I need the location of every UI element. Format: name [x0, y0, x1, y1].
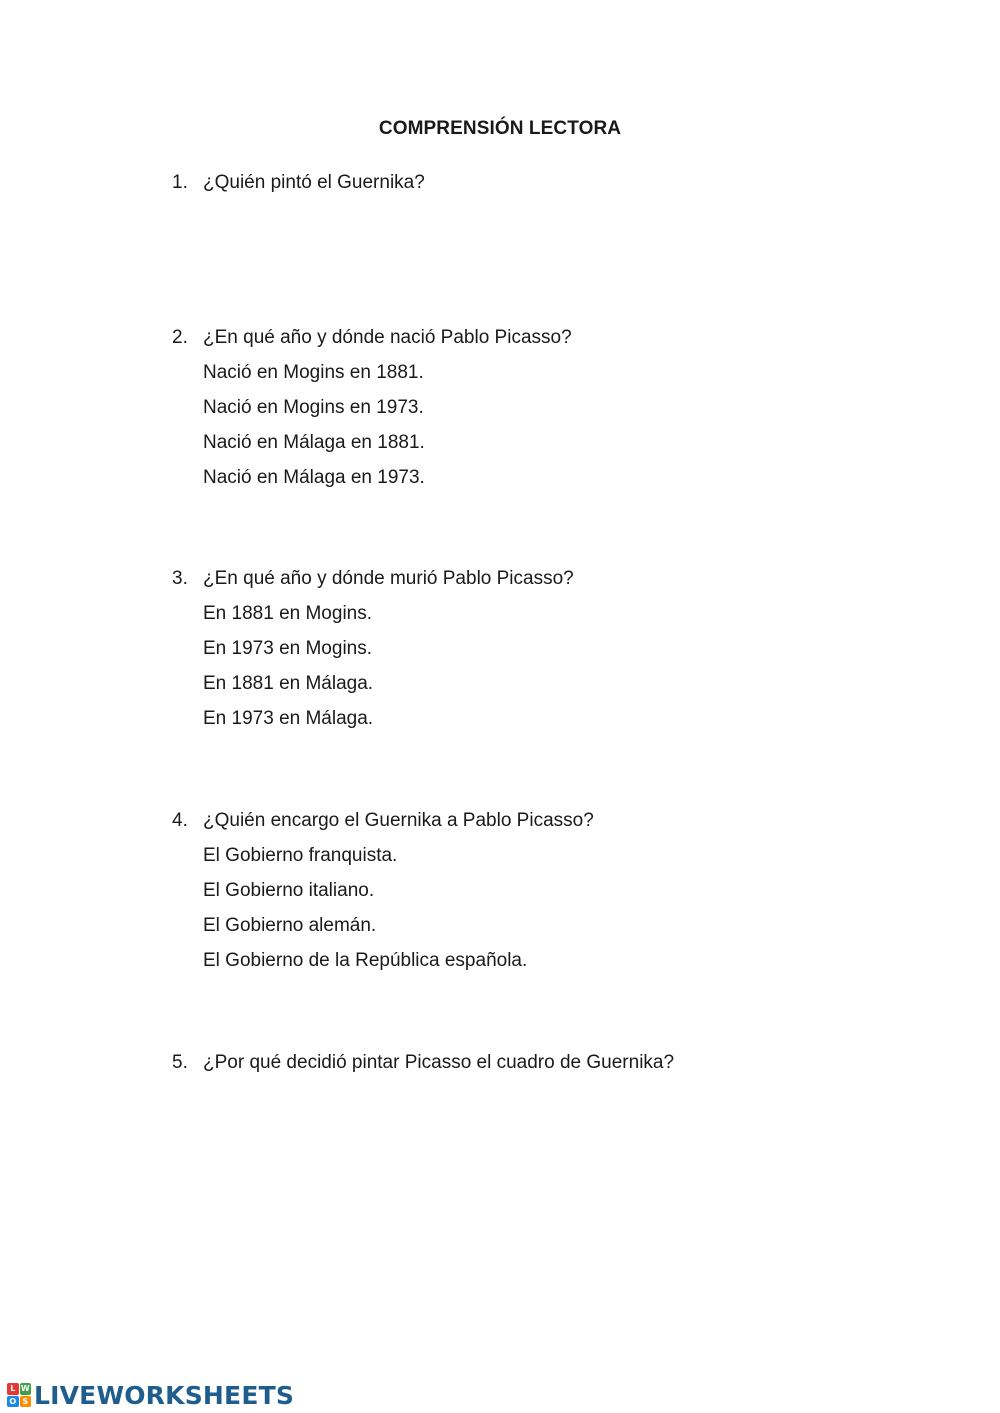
question-text: ¿Quién pintó el Guernika? — [203, 172, 425, 193]
page-title: COMPRENSIÓN LECTORA — [378, 118, 622, 139]
question-3 — [172, 561, 872, 736]
answer-option[interactable]: En 1973 en Mogins. — [203, 638, 373, 659]
answer-option[interactable]: El Gobierno alemán. — [203, 915, 377, 936]
question-text: ¿Por qué decidió pintar Picasso el cuadro de Guernika? — [203, 1052, 675, 1073]
logo-tile: S — [20, 1396, 32, 1408]
liveworksheets-logo — [7, 1380, 294, 1410]
answer-option[interactable]: Nació en Málaga en 1881. — [203, 432, 425, 453]
logo-tile: O — [7, 1396, 19, 1408]
question-number: 3. — [172, 568, 188, 589]
logo-tile: W — [20, 1384, 30, 1393]
liveworksheets-icon — [7, 1383, 31, 1407]
question-1 — [172, 165, 872, 200]
answer-option[interactable]: El Gobierno italiano. — [203, 880, 375, 901]
logo-tile: L — [7, 1383, 19, 1395]
question-text: ¿Quién encargo el Guernika a Pablo Picasso? — [203, 810, 594, 831]
question-5 — [172, 1045, 872, 1080]
question-text: ¿En qué año y dónde nació Pablo Picasso? — [203, 327, 572, 348]
question-2 — [172, 320, 872, 495]
answer-option[interactable]: En 1973 en Málaga. — [203, 708, 374, 729]
answer-option[interactable]: Nació en Mogins en 1881. — [203, 362, 424, 383]
question-number: 4. — [172, 810, 188, 831]
question-text: ¿En qué año y dónde murió Pablo Picasso? — [203, 568, 574, 589]
answer-option[interactable]: En 1881 en Málaga. — [203, 673, 374, 694]
answer-option[interactable]: Nació en Málaga en 1973. — [203, 467, 425, 488]
brand-name: LIVEWORKSHEETS — [34, 1380, 295, 1410]
question-number: 1. — [172, 172, 188, 193]
answer-option[interactable]: Nació en Mogins en 1973. — [203, 397, 424, 418]
answer-option[interactable]: El Gobierno franquista. — [203, 845, 398, 866]
question-4 — [172, 803, 872, 978]
question-number: 5. — [172, 1052, 188, 1073]
answer-option[interactable]: En 1881 en Mogins. — [203, 603, 373, 624]
question-number: 2. — [172, 327, 188, 348]
answer-option[interactable]: El Gobierno de la República española. — [203, 950, 528, 971]
